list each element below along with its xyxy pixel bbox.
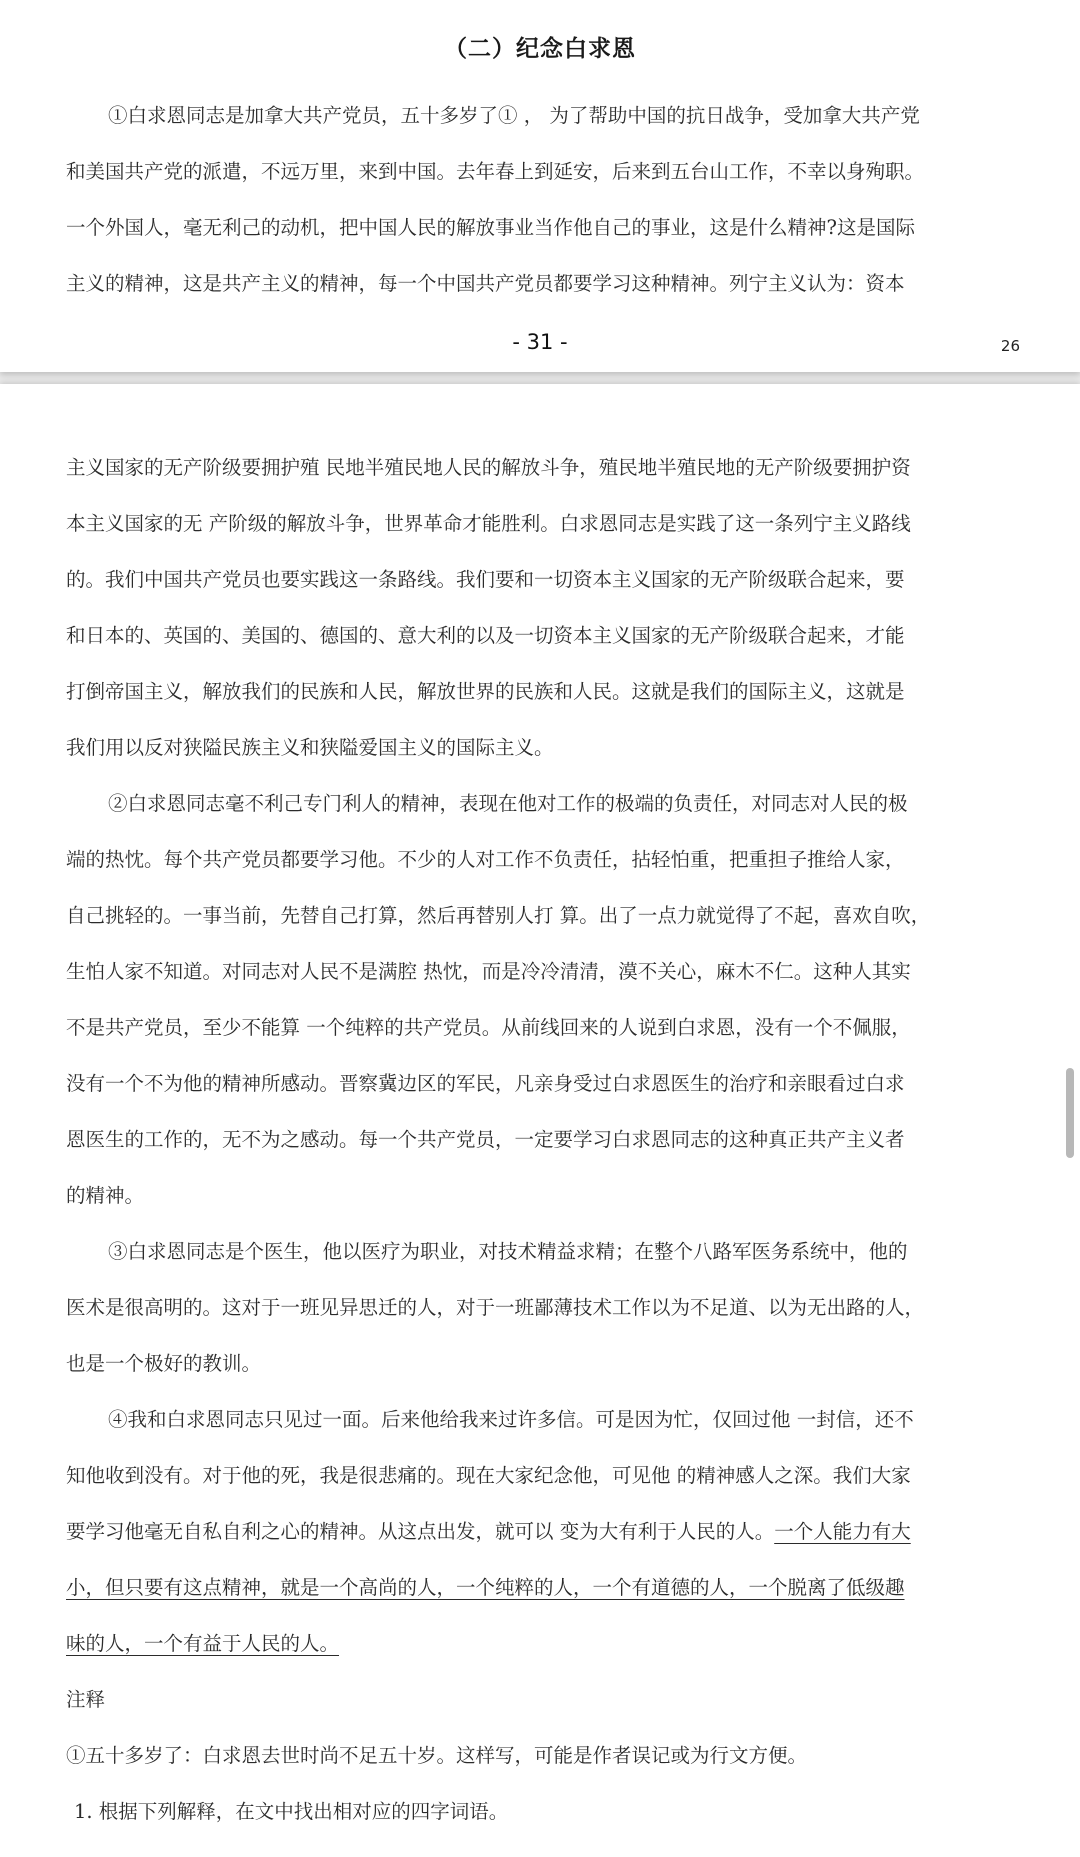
paragraph-1-line-8: 和日本的、英国的、美国的、德国的、意大利的以及一切资本主义国家的无产阶级联合起来，才能 <box>66 624 905 647</box>
paragraph-1-line-2: 和美国共产党的派遣，不远万里，来到中国。去年春上到延安，后来到五台山工作，不幸以身殉职。 <box>66 160 925 183</box>
scrollbar-thumb[interactable] <box>1066 1068 1074 1158</box>
paragraph-1-line-6: 本主义国家的无 产阶级的解放斗争，世界革命才能胜利。白求恩同志是实践了这一条列宁主义路线 <box>66 512 911 535</box>
paragraph-3-line-3: 也是一个极好的教训。 <box>66 1352 262 1375</box>
paragraph-4-line-3 <box>66 1504 1016 1560</box>
document-page-1 <box>0 0 1080 372</box>
paragraph-3-line-2: 医术是很高明的。这对于一班见异思迁的人，对于一班鄙薄技术工作以为不足道、以为无出路的人， <box>66 1296 925 1319</box>
underlined-quote-line-3: 味的人，一个有益于人民的人。 <box>66 1632 340 1655</box>
paragraph-1-line-7: 的。我们中国共产党员也要实践这一条路线。我们要和一切资本主义国家的无产阶级联合起来，要 <box>66 568 905 591</box>
paragraph-2-line-1: ②白求恩同志毫不利己专门利人的精神，表现在他对工作的极端的负责任，对同志对人民的极 <box>108 792 908 815</box>
paragraph-3-line-1: ③白求恩同志是个医生，他以医疗为职业，对技术精益求精；在整个八路军医务系统中，他的 <box>108 1240 908 1263</box>
paragraph-2-line-5: 不是共产党员，至少不能算 一个纯粹的共产党员。从前线回来的人说到白求恩，没有一个不佩服， <box>66 1016 911 1039</box>
underlined-quote-start: 一个人能力有大 <box>774 1520 911 1543</box>
paragraph-1-line-10: 我们用以反对狭隘民族主义和狭隘爱国主义的国际主义。 <box>66 736 554 759</box>
paragraph-1-line-9: 打倒帝国主义，解放我们的民族和人民，解放世界的民族和人民。这就是我们的国际主义，这就是 <box>66 680 905 703</box>
paragraph-1-line-4: 主义的精神，这是共产主义的精神，每一个中国共产党员都要学习这种精神。列宁主义认为：资本 <box>66 272 905 295</box>
notes-heading: 注释 <box>66 1688 106 1711</box>
paragraph-4-line-3-text: 要学习他毫无自私自利之心的精神。从这点出发，就可以 变为大有利于人民的人。 <box>66 1520 775 1543</box>
paragraph-2-line-8: 的精神。 <box>66 1184 145 1207</box>
underlined-quote-line-2: 小，但只要有这点精神，就是一个高尚的人，一个纯粹的人，一个有道德的人，一个脱离了低级趣 <box>66 1576 905 1599</box>
document-page-2 <box>0 384 1080 1857</box>
paragraph-2-line-3: 自己挑轻的。一事当前，先替自己打算，然后再替别人打 算。出了一点力就觉得了不起，喜欢自吹， <box>66 904 931 927</box>
paragraph-4-line-2: 知他收到没有。对于他的死，我是很悲痛的。现在大家纪念他，可见他 的精神感人之深。我们大家 <box>66 1464 911 1487</box>
paragraph-2-line-4: 生怕人家不知道。对同志对人民不是满腔 热忱，而是冷冷清清，漠不关心，麻木不仁。这种人其实 <box>66 960 911 983</box>
paragraph-2-line-7: 恩医生的工作的，无不为之感动。每一个共产党员，一定要学习白求恩同志的这种真正共产主义者 <box>66 1128 905 1151</box>
page-number: - 31 - <box>512 330 568 354</box>
question-1: 1. 根据下列解释，在文中找出相对应的四字词语。 <box>74 1800 509 1823</box>
paragraph-1-line-1: ①白求恩同志是加拿大共产党员，五十多岁了① ， 为了帮助中国的抗日战争，受加拿大共产党 <box>108 104 920 127</box>
paragraph-2-line-6: 没有一个不为他的精神所感动。晋察冀边区的军民，凡亲身受过白求恩医生的治疗和亲眼看过白求 <box>66 1072 905 1095</box>
paragraph-1-line-3: 一个外国人，毫无利己的动机，把中国人民的解放事业当作他自己的事业，这是什么精神?这是国际 <box>66 216 915 239</box>
paragraph-4-line-1: ④我和白求恩同志只见过一面。后来他给我来过许多信。可是因为忙，仅回过他 一封信，还不 <box>108 1408 914 1431</box>
note-1: ①五十多岁了：白求恩去世时尚不足五十岁。这样写，可能是作者误记或为行文方便。 <box>66 1744 808 1767</box>
paragraph-1-line-5: 主义国家的无产阶级要拥护殖 民地半殖民地人民的解放斗争，殖民地半殖民地的无产阶级要拥护资 <box>66 456 911 479</box>
section-title: （二）纪念白求恩 <box>444 36 636 62</box>
page-index: 26 <box>1000 337 1020 355</box>
paragraph-2-line-2: 端的热忱。每个共产党员都要学习他。不少的人对工作不负责任，拈轻怕重，把重担子推给人家， <box>66 848 905 871</box>
